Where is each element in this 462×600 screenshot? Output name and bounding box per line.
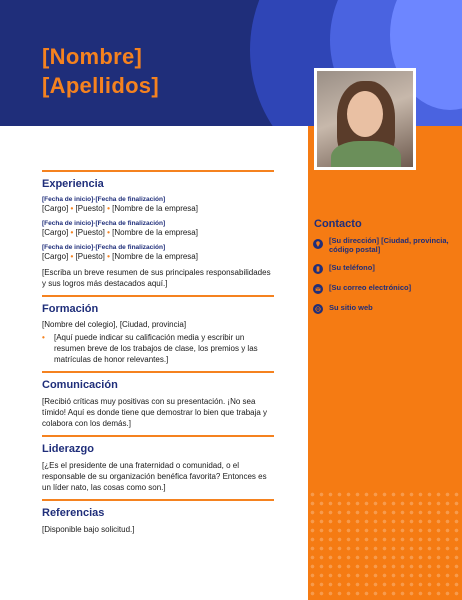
job-company: [Nombre de la empresa] <box>112 204 198 213</box>
job-company: [Nombre de la empresa] <box>112 228 198 237</box>
education-school: [Nombre del colegio], [Ciudad, provincia] <box>42 320 187 329</box>
separator-dot: • <box>107 252 110 261</box>
job-title: [Puesto] <box>75 228 105 237</box>
job-position: [Cargo] <box>42 228 69 237</box>
contact-phone-text: [Su teléfono] <box>329 263 375 272</box>
contact-heading: Contacto <box>314 218 362 230</box>
contact-address <box>313 236 458 254</box>
separator-dot: • <box>70 228 74 237</box>
leadership-heading: Liderazgo <box>42 443 94 455</box>
section-divider <box>42 435 274 437</box>
education-heading: Formación <box>42 303 99 315</box>
contact-phone <box>313 263 458 274</box>
globe-icon <box>313 304 323 314</box>
references-heading: Referencias <box>42 507 105 519</box>
photo-body-shape <box>331 141 401 167</box>
contact-email <box>313 283 458 294</box>
bullet-dot: • <box>42 333 45 342</box>
leadership-text: [¿Es el presidente de una fraternidad o comunidad, o el responsable de su organización benéfica favorita? Entonces es un líder nato, las cosas como son.] <box>42 461 267 492</box>
education-bullet-text: [Aquí puede indicar su calificación media y escribir un resumen breve de los trabajos de clase, los premios y las matrículas de honor relevantes.] <box>54 333 258 364</box>
contact-address-text: [Su dirección] [Ciudad, provincia, código postal] <box>329 236 449 254</box>
job-dates: [Fecha de inicio]-[Fecha de finalización] <box>42 244 166 251</box>
photo-face-shape <box>347 91 383 137</box>
section-divider <box>42 371 274 373</box>
profile-photo <box>314 68 416 170</box>
separator-dot: • <box>70 204 74 213</box>
phone-icon <box>313 264 323 274</box>
job-role-line <box>42 228 274 238</box>
main-content <box>42 170 274 541</box>
communication-heading: Comunicación <box>42 379 118 391</box>
section-divider <box>42 499 274 501</box>
job-role-line <box>42 204 274 214</box>
experience-entry <box>42 219 274 238</box>
profile-photo-image <box>317 71 413 167</box>
contact-website-text: Su sitio web <box>329 303 373 312</box>
section-divider <box>42 170 274 172</box>
job-title: [Puesto] <box>75 252 105 261</box>
dot-pattern-decoration <box>308 490 462 600</box>
contact-email-text: [Su correo electrónico] <box>329 283 412 292</box>
job-dates: [Fecha de inicio]-[Fecha de finalización] <box>42 220 166 227</box>
experience-entry <box>42 243 274 262</box>
last-name: [Apellidos] <box>42 73 159 98</box>
education-bullet <box>42 332 274 365</box>
separator-dot: • <box>107 228 110 237</box>
separator-dot: • <box>107 204 110 213</box>
location-pin-icon <box>313 239 323 249</box>
experience-heading: Experiencia <box>42 178 104 190</box>
job-company: [Nombre de la empresa] <box>112 252 198 261</box>
job-position: [Cargo] <box>42 252 69 261</box>
contact-list <box>313 236 458 323</box>
experience-entry <box>42 195 274 214</box>
communication-text: [Recibió críticas muy positivas con su presentación. ¡No sea tímido! Aquí es donde tiene que demostrar lo bien que trabaja y colabora con los demás.] <box>42 397 268 428</box>
job-role-line <box>42 252 274 262</box>
job-title: [Puesto] <box>75 204 105 213</box>
contact-website <box>313 303 458 314</box>
separator-dot: • <box>70 252 74 261</box>
contact-sidebar <box>308 126 462 600</box>
job-dates: [Fecha de inicio]-[Fecha de finalización] <box>42 196 166 203</box>
job-position: [Cargo] <box>42 204 69 213</box>
references-text: [Disponible bajo solicitud.] <box>42 525 135 534</box>
section-divider <box>42 295 274 297</box>
candidate-name <box>42 42 159 100</box>
email-icon <box>313 284 323 294</box>
experience-summary: [Escriba un breve resumen de sus principales responsabilidades y sus logros más destacados aquí.] <box>42 268 271 288</box>
first-name: [Nombre] <box>42 44 143 69</box>
